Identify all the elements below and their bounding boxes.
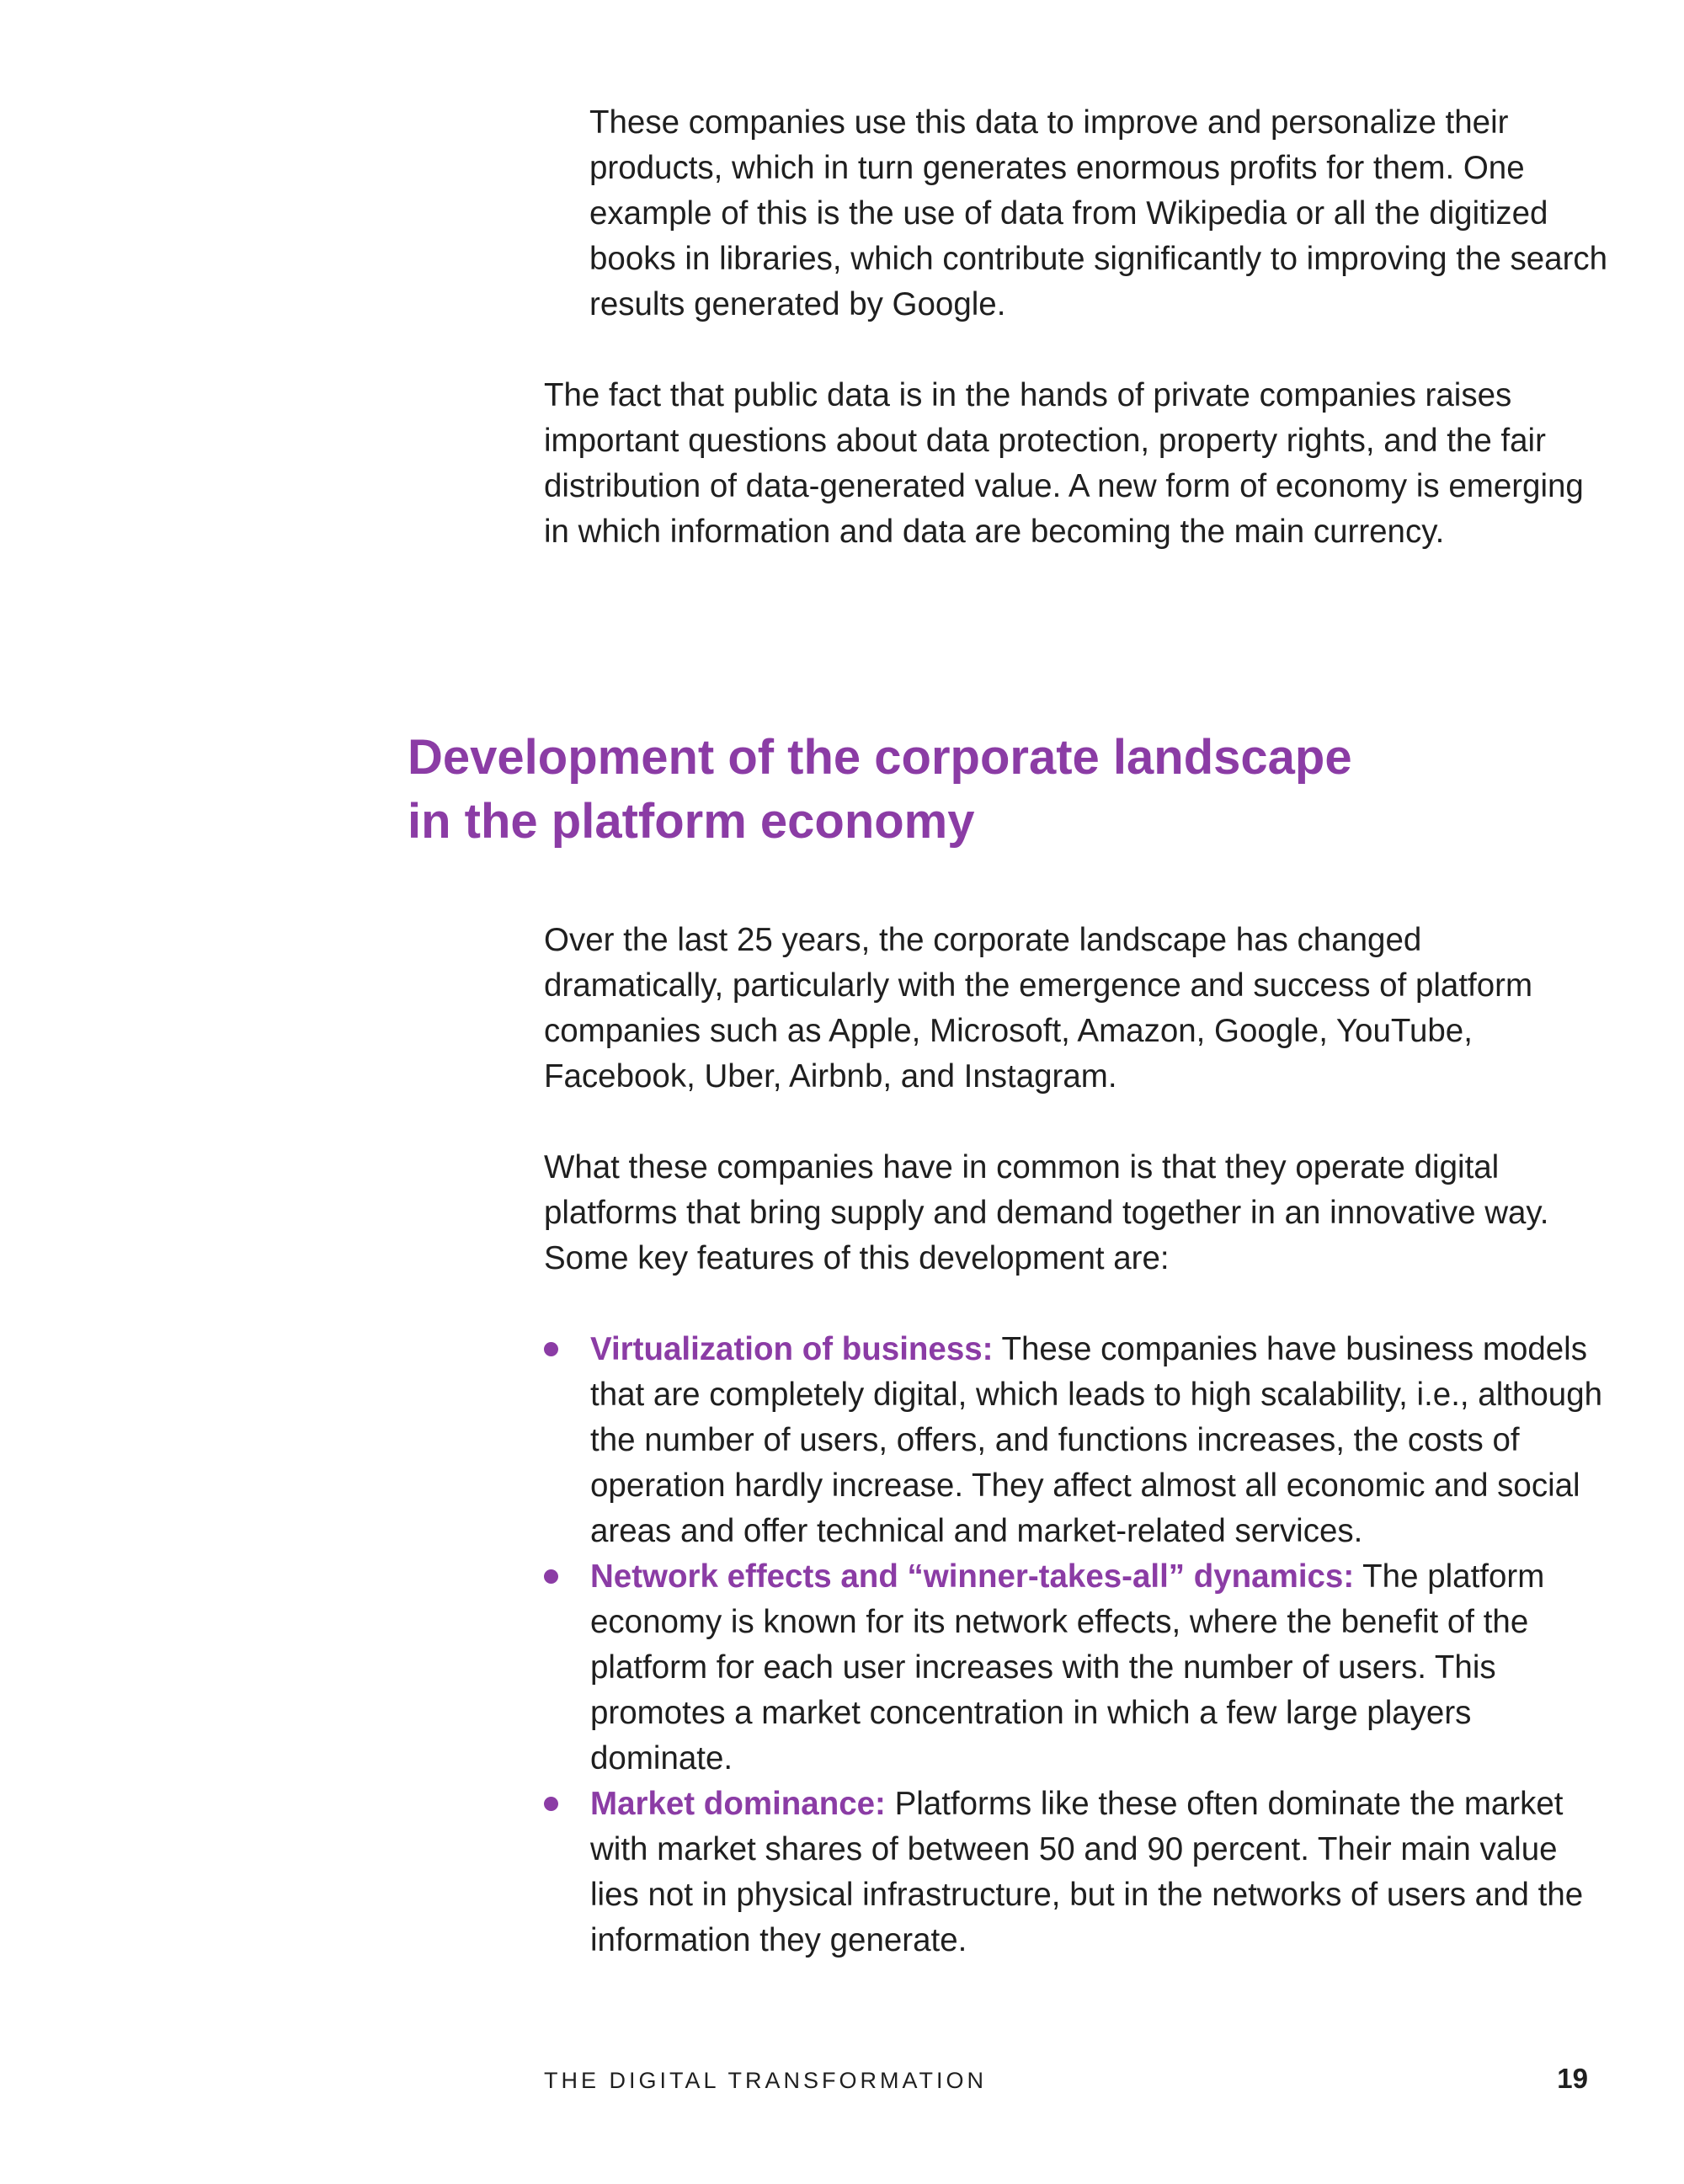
section-heading-line-2: in the platform economy [408,794,975,849]
feature-term: Virtualization of business: [590,1331,994,1367]
feature-term: Network effects and “winner-takes-all” dynamics: [590,1558,1355,1595]
landscape-paragraph: Over the last 25 years, the corporate landscape has changed dramatically, particularly with the emergence and success of platform companies such as Apple, Microsoft, Amazon, Google, YouTube, Facebook, Uber, Airbnb, and Instagram. [544,922,1533,1095]
bullet-icon [544,1342,558,1356]
public-data-paragraph: The fact that public data is in the hands of private companies raises important questions about data protection, property rights, and the fair distribution of data-generated value. A new form of economy is emerging in which information and data are becoming the main currency. [544,377,1584,550]
feature-network-effects [544,1554,1608,1782]
intro-paragraph: These companies use this data to improve and personalize their products, which in turn generates enormous profits for them. One example of this is the use of data from Wikipedia or all the digitized books in libraries, which contribute significantly to improving the search results generated by Google. [589,104,1608,322]
feature-text: These companies have business models that are completely digital, which leads to high scalability, i.e., although the number of users, offers, and functions increases, the costs of operation hardly increase. They affect almost all economic and social areas and offer technical and market-related services. [590,1331,1603,1549]
feature-term: Market dominance: [590,1786,886,1822]
page-number: 19 [1557,2063,1588,2094]
feature-market-dominance [544,1782,1608,1963]
bullet-icon [544,1569,558,1584]
footer-title: THE DIGITAL TRANSFORMATION [544,2068,988,2093]
section-heading-line-1: Development of the corporate landscape [408,730,1352,785]
common-features-paragraph: What these companies have in common is that they operate digital platforms that bring supply and demand together in an innovative way. Some key features of this development are: [544,1149,1549,1276]
feature-text: Platforms like these often dominate the market with market shares of between 50 and 90 percent. Their main value lies not in physical infrastructure, but in the networks of users and the information they generate. [590,1786,1584,1958]
feature-virtualization [544,1327,1608,1554]
bullet-icon [544,1797,558,1811]
feature-text: The platform economy is known for its network effects, where the benefit of the platform for each user increases with the number of users. This promotes a market concentration in which a few large players dominate. [590,1558,1545,1776]
features-list [544,1327,1608,1963]
section-heading [408,726,1603,854]
